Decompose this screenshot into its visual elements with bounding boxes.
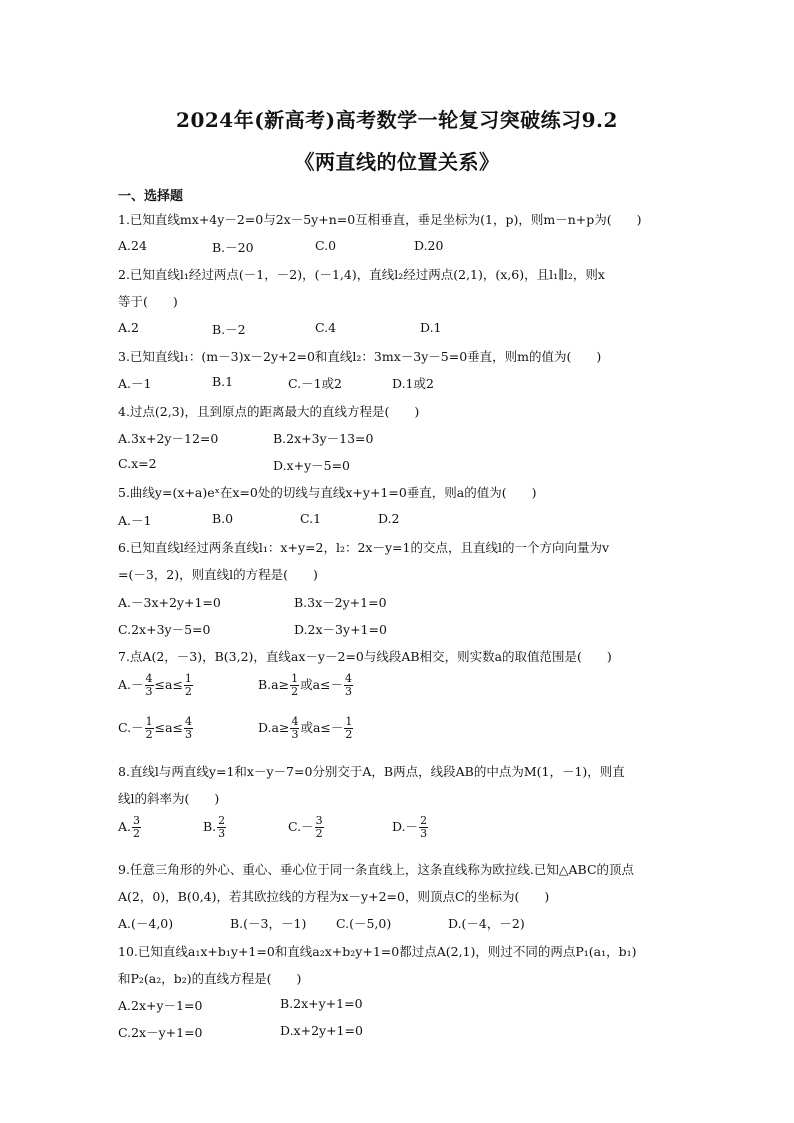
question-6-line1: 6.已知直线l经过两条直线l₁：x+y=2，l₂：2x－y=1的交点，且直线l的一个方向向量为v — [118, 540, 610, 555]
question-1: 1.已知直线mx+4y－2=0与2x－5y+n=0互相垂直，垂足坐标为(1，p)，则m－n+p为( ) — [118, 212, 642, 227]
q3-option-b: B.1 — [212, 374, 234, 389]
q1-option-c: C.0 — [315, 238, 337, 253]
q8-option-d — [392, 815, 429, 840]
q8a-den: 2 — [133, 827, 141, 840]
q8b-prefix: B. — [203, 819, 217, 834]
question-10-line2: 和P₂(a₂，b₂)的直线方程是( ) — [118, 971, 302, 986]
q7b-prefix: B.a≥ — [258, 677, 290, 692]
q2-option-d: D.1 — [420, 320, 442, 335]
q7d-mid: 或a≤－ — [300, 720, 344, 735]
q4-option-a: A.3x+2y－12=0 — [118, 431, 219, 446]
q10-option-c: C.2x－y+1=0 — [118, 1025, 203, 1040]
q7c-den-2: 3 — [185, 728, 192, 741]
question-10-line1: 10.已知直线a₁x+b₁y+1=0和直线a₂x+b₂y+1=0都过点A(2,1)，则过不同的两点P₁(a₁，b₁) — [118, 944, 637, 959]
q8-option-a — [118, 815, 142, 840]
q8b-den: 3 — [218, 827, 226, 840]
question-9-line1: 9.任意三角形的外心、重心、垂心位于同一条直线上，这条直线称为欧拉线.已知△ABC的顶点 — [118, 862, 635, 877]
q7c-den-1: 2 — [145, 728, 153, 741]
doc-subtitle: 《两直线的位置关系》 — [294, 150, 500, 174]
q2-option-b: B.－2 — [212, 322, 246, 337]
q5-option-d: D.2 — [378, 511, 400, 526]
q8a-num: 3 — [133, 814, 141, 827]
question-8-line2: 线l的斜率为( ) — [118, 791, 220, 806]
q7a-fraction-2 — [184, 673, 193, 698]
question-9-line2: A(2，0)，B(0,4)，若其欧拉线的方程为x－y+2=0，则顶点C的坐标为( ) — [118, 889, 550, 904]
section-heading: 一、选择题 — [118, 189, 184, 204]
q7c-fraction-1 — [145, 716, 154, 741]
q6-option-a: A.－3x+2y+1=0 — [118, 595, 221, 610]
q7a-mid: ≤a≤ — [154, 677, 183, 692]
q7b-den-2: 3 — [345, 685, 353, 698]
q10-option-a: A.2x+y－1=0 — [118, 998, 203, 1013]
q8b-num: 2 — [218, 814, 226, 827]
q7a-den-1: 3 — [145, 685, 153, 698]
q9-option-c: C.(－5,0) — [336, 916, 392, 931]
q9-option-b: B.(－3，－1) — [230, 916, 307, 931]
q2-option-a: A.2 — [118, 320, 139, 335]
q7a-fraction-1 — [145, 673, 154, 698]
q7a-num-2: 1 — [184, 672, 192, 685]
q7d-fraction-2 — [344, 716, 353, 741]
question-5: 5.曲线y=(x+a)eˣ在x=0处的切线与直线x+y+1=0垂直，则a的值为( ) — [118, 485, 537, 500]
q7d-fraction-1 — [290, 716, 299, 741]
q7a-prefix: A.－ — [118, 677, 144, 692]
q8d-prefix: D.－ — [392, 819, 419, 834]
q7b-mid: 或a≤－ — [300, 677, 344, 692]
question-2-line2: 等于( ) — [118, 294, 178, 309]
question-6-line2: =(－3，2)，则直线l的方程是( ) — [118, 567, 318, 582]
q8c-den: 2 — [315, 827, 323, 840]
q7-option-c — [118, 716, 194, 741]
q1-option-b: B.－20 — [212, 240, 254, 255]
q6-option-d: D.2x－3y+1=0 — [294, 622, 387, 637]
q2-option-c: C.4 — [315, 320, 337, 335]
q5-option-b: B.0 — [212, 511, 234, 526]
q8d-fraction — [419, 815, 428, 840]
q7-option-a — [118, 673, 194, 698]
doc-title: 2024年(新高考)高考数学一轮复习突破练习9.2 — [176, 108, 618, 132]
q7b-num-1: 1 — [291, 672, 299, 685]
q8b-fraction — [217, 815, 226, 840]
question-8-line1: 8.直线l与两直线y=1和x－y－7=0分别交于A，B两点，线段AB的中点为M(1，－1)，则直 — [118, 764, 625, 779]
q4-option-b: B.2x+3y－13=0 — [273, 431, 374, 446]
q4-option-d: D.x+y－5=0 — [273, 458, 351, 473]
q7c-prefix: C.－ — [118, 720, 144, 735]
q7a-num-1: 4 — [145, 672, 153, 685]
q3-option-c: C.－1或2 — [288, 376, 342, 391]
q10-option-b: B.2x+y+1=0 — [280, 996, 363, 1011]
q1-option-d: D.20 — [414, 238, 444, 253]
q1-option-a: A.24 — [118, 238, 147, 253]
q7d-den-2: 2 — [345, 728, 353, 741]
q7d-prefix: D.a≥ — [258, 720, 290, 735]
q5-option-c: C.1 — [300, 511, 322, 526]
q7c-num-2: 4 — [185, 715, 192, 728]
q8-option-b — [203, 815, 227, 840]
question-2-line1: 2.已知直线l₁经过两点(－1，－2)，(－1,4)，直线l₂经过两点(2,1)，(x,6)，且l₁∥l₂，则x — [118, 267, 605, 282]
q7c-mid: ≤a≤ — [154, 720, 183, 735]
q8c-prefix: C.－ — [288, 819, 314, 834]
q9-option-d: D.(－4，－2) — [448, 916, 525, 931]
q7b-fraction-2 — [344, 673, 353, 698]
q8-option-c — [288, 815, 325, 840]
question-3: 3.已知直线l₁：(m－3)x－2y+2=0和直线l₂：3mx－3y－5=0垂直，则m的值为( ) — [118, 349, 602, 364]
q3-option-a: A.－1 — [118, 376, 152, 391]
q4-option-c: C.x=2 — [118, 456, 157, 471]
q7d-num-1: 4 — [291, 715, 299, 728]
q7a-den-2: 2 — [184, 685, 192, 698]
q10-option-d: D.x+2y+1=0 — [280, 1023, 363, 1038]
q6-option-b: B.3x－2y+1=0 — [294, 595, 387, 610]
q8a-prefix: A. — [118, 819, 132, 834]
q8c-fraction — [315, 815, 324, 840]
q9-option-a: A.(－4,0) — [118, 916, 174, 931]
q8d-den: 3 — [420, 827, 428, 840]
q8d-num: 2 — [420, 814, 428, 827]
q7c-fraction-2 — [184, 716, 193, 741]
q8a-fraction — [132, 815, 141, 840]
q7d-num-2: 1 — [345, 715, 353, 728]
q7b-fraction-1 — [290, 673, 299, 698]
q3-option-d: D.1或2 — [392, 376, 434, 391]
question-7: 7.点A(2，－3)，B(3,2)，直线ax－y－2=0与线段AB相交，则实数a的取值范围是( ) — [118, 649, 612, 664]
q5-option-a: A.－1 — [118, 513, 152, 528]
q6-option-c: C.2x+3y－5=0 — [118, 622, 211, 637]
q7b-num-2: 4 — [345, 672, 353, 685]
q7d-den-1: 3 — [291, 728, 299, 741]
q7-option-d — [258, 716, 354, 741]
q7c-num-1: 1 — [145, 715, 153, 728]
q8c-num: 3 — [315, 814, 323, 827]
q7b-den-1: 2 — [291, 685, 299, 698]
q7-option-b — [258, 673, 354, 698]
question-4: 4.过点(2,3)，且到原点的距离最大的直线方程是( ) — [118, 404, 420, 419]
